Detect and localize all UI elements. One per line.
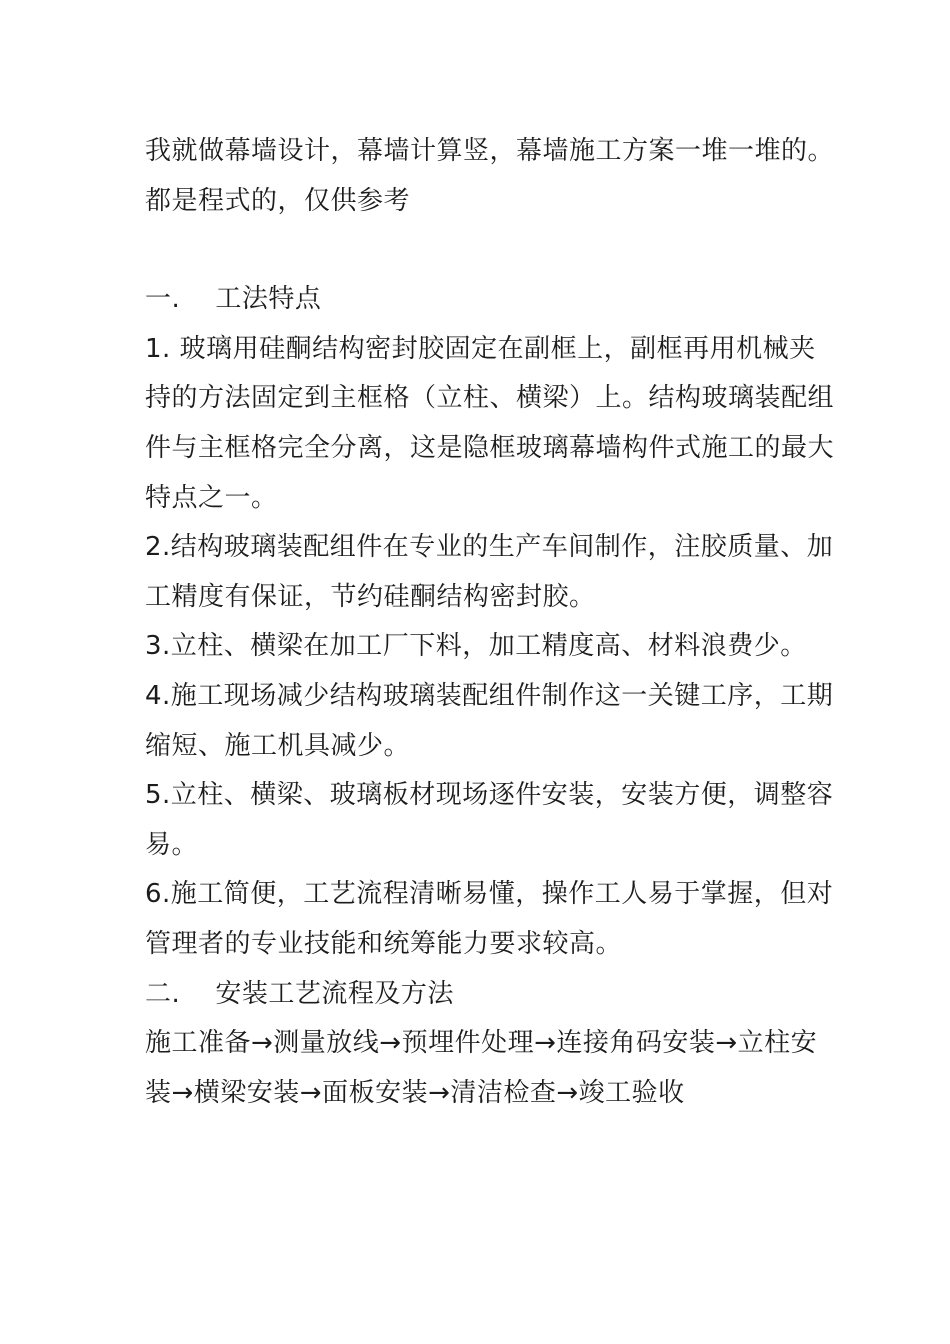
section-heading-2: 二. 安装工艺流程及方法 [145, 978, 454, 1009]
list-item: 3.立柱、横梁在加工厂下料，加工精度高、材料浪费少。 [145, 631, 807, 662]
intro-paragraph: 我就做幕墙设计，幕墙计算竖，幕墙施工方案一堆一堆的。都是程式的，仅供参考 [145, 136, 835, 216]
list-item: 1. 玻璃用硅酮结构密封胶固定在副框上，副框再用机械夹持的方法固定到主框格（立柱、横梁）上。结构玻璃装配组件与主框格完全分离，这是隐框玻璃幕墙构件式施工的最大特点之一。 [145, 333, 835, 513]
list-item: 4.施工现场减少结构玻璃装配组件制作这一关键工序，工期缩短、施工机具减少。 [145, 680, 834, 761]
list-item: 5.立柱、横梁、玻璃板材现场逐件安装，安装方便，调整容易。 [145, 780, 834, 860]
list-item: 6.施工简便，工艺流程清晰易懂，操作工人易于掌握，但对管理者的专业技能和统筹能力要求较高。 [145, 879, 834, 959]
section-heading-1: 一. 工法特点 [145, 284, 322, 315]
process-flow: 施工准备→测量放线→预埋件处理→连接角码安装→立柱安装→横梁安装→面板安装→清洁检查→竣工验收 [145, 1028, 818, 1108]
list-item: 2.结构玻璃装配组件在专业的生产车间制作，注胶质量、加工精度有保证，节约硅酮结构密封胶。 [145, 532, 834, 612]
document-body [145, 127, 835, 1118]
